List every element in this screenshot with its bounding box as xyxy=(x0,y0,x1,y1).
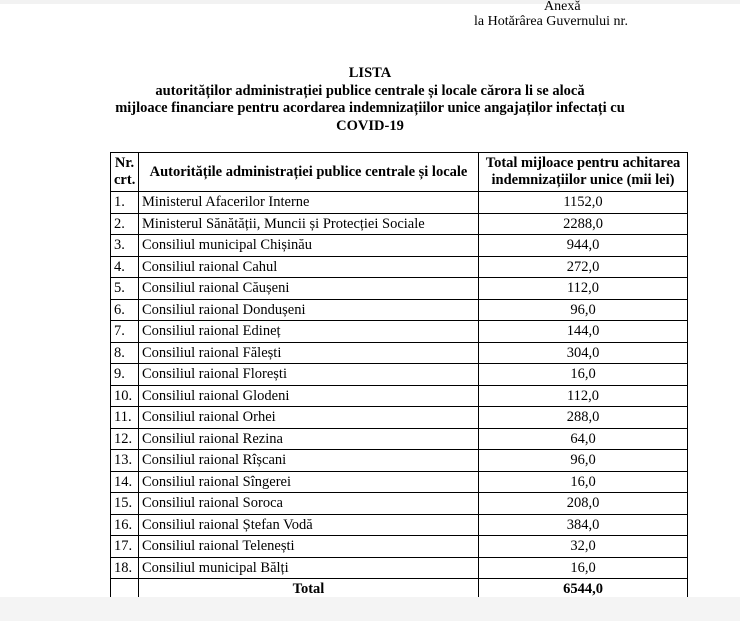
table-row xyxy=(111,364,688,386)
row-authority: Consiliul raional Sîngerei xyxy=(139,471,479,493)
row-authority: Consiliul raional Fălești xyxy=(139,342,479,364)
heading-line-2: mijloace financiare pentru acordarea indemnizațiilor unice angajaților infectați cu xyxy=(115,100,625,116)
row-amount: 32,0 xyxy=(479,536,688,558)
table-row xyxy=(111,557,688,579)
table-row xyxy=(111,407,688,429)
row-amount: 96,0 xyxy=(479,450,688,472)
row-authority: Consiliul raional Telenești xyxy=(139,536,479,558)
row-number: 13. xyxy=(111,450,139,472)
top-edge-strip xyxy=(0,0,740,4)
row-amount: 112,0 xyxy=(479,385,688,407)
table-row xyxy=(111,493,688,515)
row-amount: 64,0 xyxy=(479,428,688,450)
table-row xyxy=(111,385,688,407)
header-authority: Autoritățile administrației publice centrale și locale xyxy=(139,153,479,192)
total-label: Total xyxy=(139,579,479,601)
row-authority: Consiliul raional Rîșcani xyxy=(139,450,479,472)
row-amount: 16,0 xyxy=(479,471,688,493)
annex-title: Anexă xyxy=(544,0,581,14)
row-amount: 944,0 xyxy=(479,235,688,257)
row-number: 8. xyxy=(111,342,139,364)
header-nr: Nr. crt. xyxy=(111,153,139,192)
row-amount: 272,0 xyxy=(479,256,688,278)
row-authority: Ministerul Sănătății, Muncii și Protecției Sociale xyxy=(139,213,479,235)
bottom-edge-strip xyxy=(0,597,740,621)
row-number: 16. xyxy=(111,514,139,536)
row-amount: 208,0 xyxy=(479,493,688,515)
table-row xyxy=(111,213,688,235)
row-amount: 384,0 xyxy=(479,514,688,536)
row-authority: Ministerul Afacerilor Interne xyxy=(139,192,479,214)
row-authority: Consiliul raional Edineț xyxy=(139,321,479,343)
table-row xyxy=(111,342,688,364)
funds-table xyxy=(110,152,688,601)
table-row xyxy=(111,299,688,321)
document-heading xyxy=(0,65,740,135)
row-amount: 144,0 xyxy=(479,321,688,343)
row-number: 7. xyxy=(111,321,139,343)
row-amount: 2288,0 xyxy=(479,213,688,235)
row-number: 15. xyxy=(111,493,139,515)
row-number: 6. xyxy=(111,299,139,321)
row-amount: 288,0 xyxy=(479,407,688,429)
row-number: 2. xyxy=(111,213,139,235)
row-number: 17. xyxy=(111,536,139,558)
row-number: 9. xyxy=(111,364,139,386)
row-authority: Consiliul raional Soroca xyxy=(139,493,479,515)
table-row xyxy=(111,471,688,493)
total-value: 6544,0 xyxy=(479,579,688,601)
row-authority: Consiliul raional Dondușeni xyxy=(139,299,479,321)
row-number: 14. xyxy=(111,471,139,493)
table-row xyxy=(111,235,688,257)
row-amount: 96,0 xyxy=(479,299,688,321)
row-amount: 304,0 xyxy=(479,342,688,364)
annex-reference: la Hotărârea Guvernului nr. xyxy=(474,14,628,29)
table-row xyxy=(111,256,688,278)
table-row xyxy=(111,192,688,214)
table-row xyxy=(111,450,688,472)
row-number: 4. xyxy=(111,256,139,278)
row-authority: Consiliul raional Rezina xyxy=(139,428,479,450)
row-amount: 1152,0 xyxy=(479,192,688,214)
row-amount: 112,0 xyxy=(479,278,688,300)
row-number: 12. xyxy=(111,428,139,450)
row-authority: Consiliul municipal Bălți xyxy=(139,557,479,579)
row-authority: Consiliul raional Orhei xyxy=(139,407,479,429)
table-body xyxy=(111,192,688,579)
row-number: 3. xyxy=(111,235,139,257)
heading-line-3: COVID-19 xyxy=(336,117,404,134)
row-number: 10. xyxy=(111,385,139,407)
row-amount: 16,0 xyxy=(479,364,688,386)
table-row xyxy=(111,428,688,450)
row-number: 11. xyxy=(111,407,139,429)
header-total: Total mijloace pentru achitarea indemnizațiilor unice (mii lei) xyxy=(479,153,688,192)
row-authority: Consiliul raional Glodeni xyxy=(139,385,479,407)
table-row xyxy=(111,321,688,343)
row-authority: Consiliul raional Florești xyxy=(139,364,479,386)
row-number: 5. xyxy=(111,278,139,300)
table-row xyxy=(111,536,688,558)
table-row xyxy=(111,514,688,536)
table-header-row xyxy=(111,153,688,192)
heading-title: LISTA xyxy=(348,65,392,81)
row-amount: 16,0 xyxy=(479,557,688,579)
row-number: 1. xyxy=(111,192,139,214)
row-authority: Consiliul raional Cahul xyxy=(139,256,479,278)
row-authority: Consiliul raional Ștefan Vodă xyxy=(139,514,479,536)
row-number: 18. xyxy=(111,557,139,579)
row-authority: Consiliul municipal Chișinău xyxy=(139,235,479,257)
row-authority: Consiliul raional Căușeni xyxy=(139,278,479,300)
table-row xyxy=(111,278,688,300)
heading-line-1: autorităților administrației publice centrale și locale cărora li se alocă xyxy=(155,82,585,99)
